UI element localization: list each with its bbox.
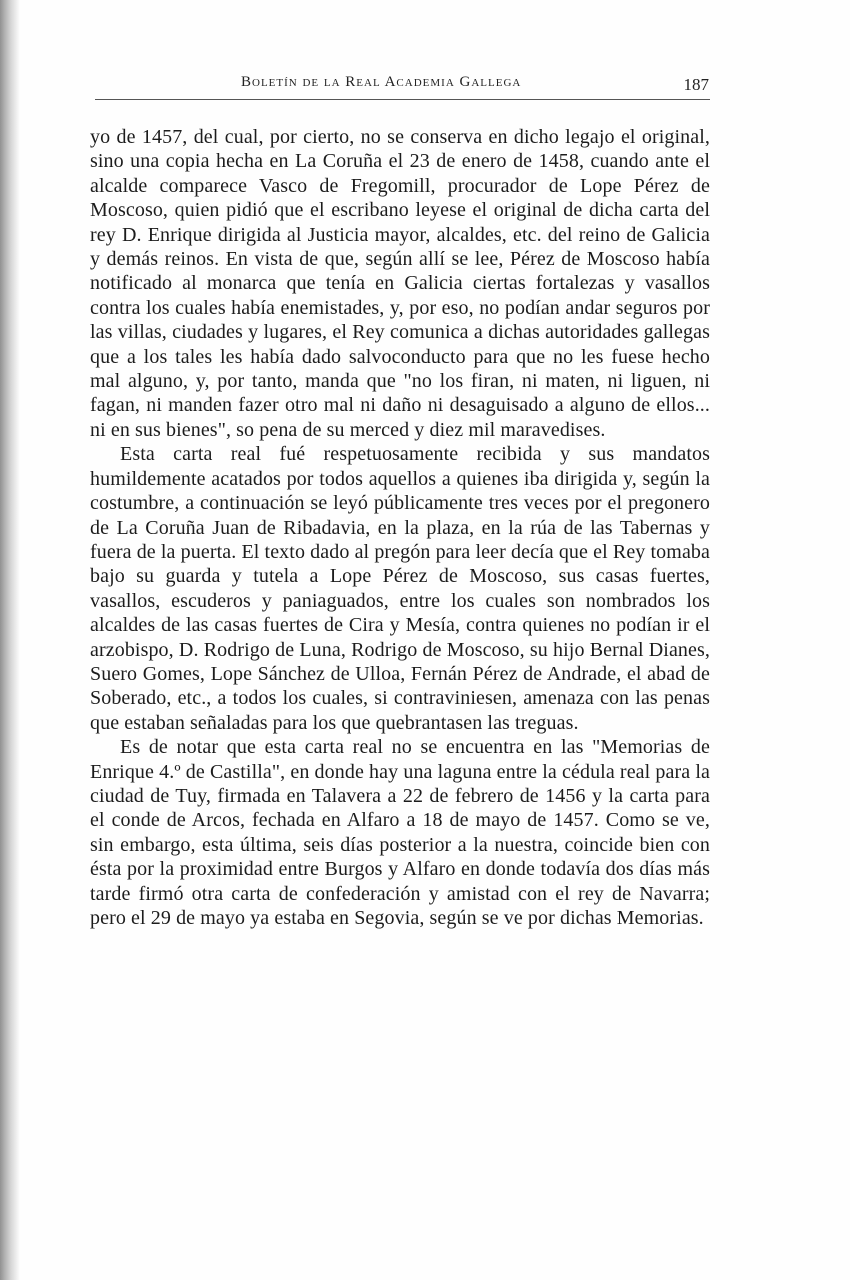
page-number: 187 [683,75,709,94]
running-head [95,72,715,100]
running-title: Boletín de la Real Academia Gallega [241,74,522,90]
body-text [90,125,710,930]
page-binding-edge [0,0,20,1280]
paragraph-royal-letter: Esta carta real fué respetuosamente recibida y sus mandatos humildemente acatados por todos aquellos a quienes iba dirigida y, según la costumbre, a continuación se leyó públicamente tres veces por el pregonero de La Coruña Juan de Ribadavia, en la plaza, en la rúa de las Tabernas y fuera de la puerta. El texto dado al pregón para leer decía que el Rey tomaba bajo su guarda y tutela a Lope Pérez de Moscoso, sus casas fuertes, vasallos, escuderos y paniaguados, entre los cuales son nombrados los alcaldes de las casas fuertes de Cira y Mesía, contra quienes no podían ir el arzobispo, D. Rodrigo de Luna, Rodrigo de Moscoso, su hijo Bernal Dianes, Suero Gomes, Lope Sánchez de Ulloa, Fernán Pérez de Andrade, el abad de Soberado, etc., a todos los cuales, si contraviniesen, amenaza con las penas que estaban señaladas para los que quebrantasen las treguas. [90,443,710,734]
paragraph-memorias-note: Es de notar que esta carta real no se encuentra en las "Memorias de Enrique 4.º de Castilla", en donde hay una laguna entre la cédula real para la ciudad de Tuy, firmada en Talavera a 22 de febrero de 1456 y la carta para el conde de Arcos, fechada en Alfaro a 18 de mayo de 1457. Como se ve, sin embargo, esta última, seis días posterior a la nuestra, coincide bien con ésta por la proximidad entre Burgos y Alfaro en donde todavía dos días más tarde firmó otra carta de confederación y amistad con el rey de Navarra; pero el 29 de mayo ya estaba en Segovia, según se ve por dichas Memorias. [90,736,710,929]
header-rule [95,99,710,100]
paragraph-continuation: yo de 1457, del cual, por cierto, no se conserva en dicho legajo el original, sino una copia hecha en La Coruña el 23 de enero de 1458, cuando ante el alcalde comparece Vasco de Fregomill, procurador de Lope Pérez de Moscoso, quien pidió que el escribano leyese el original de dicha carta del rey D. Enrique dirigida al Justicia mayor, alcaldes, etc. del reino de Galicia y demás reinos. En vista de que, según allí se lee, Pérez de Moscoso había notificado al monarca que tenía en Galicia ciertas fortalezas y vasallos contra los cuales había enemistades, y, por eso, no podían andar seguros por las villas, ciudades y lugares, el Rey comunica a dichas autoridades gallegas que a los tales les había dado salvoconducto para que no les fuese hecho mal alguno, y, por tanto, manda que "no los firan, ni maten, ni liguen, ni fagan, ni manden fazer otro mal ni daño ni desaguisado a alguno de ellos... ni en sus bienes", so pena de su merced y diez mil maravedises. [90,126,710,441]
